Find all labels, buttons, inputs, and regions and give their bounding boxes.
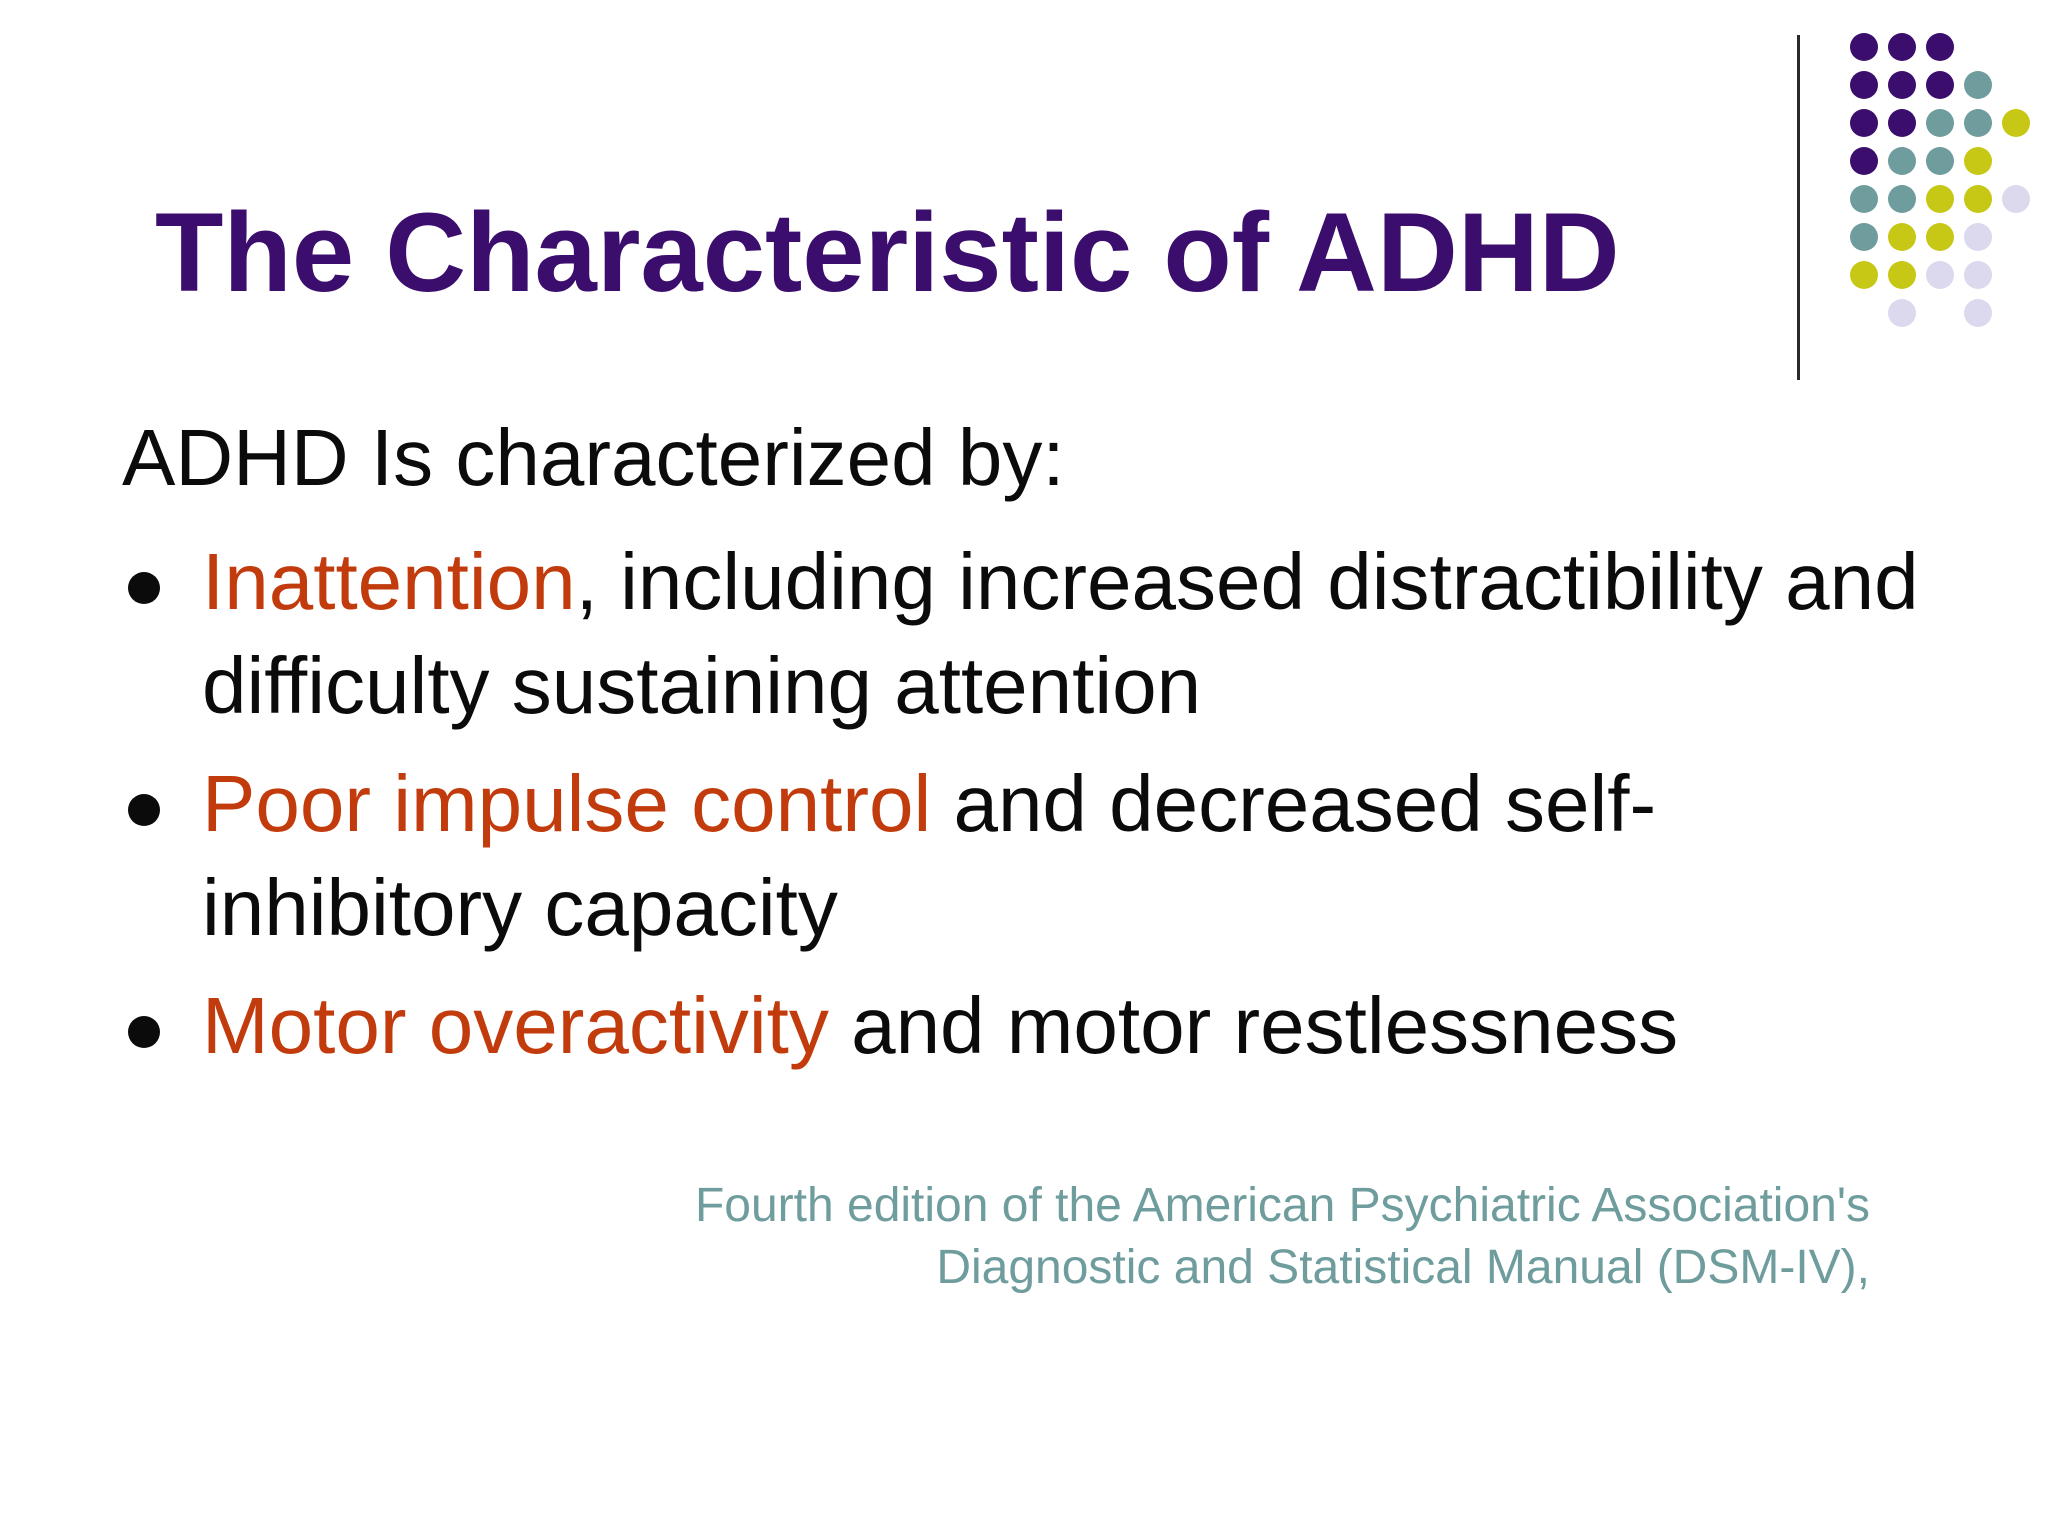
decor-dot	[2002, 185, 2030, 213]
decor-dot	[1850, 109, 1878, 137]
decor-dot	[1926, 71, 1954, 99]
bullet-item-motor-overactivity	[122, 974, 1922, 1078]
citation-line-1: Fourth edition of the American Psychiatric Association's	[694, 1179, 1870, 1232]
decor-dot	[1964, 147, 1992, 175]
decor-dot	[1964, 71, 1992, 99]
decor-dot	[1850, 185, 1878, 213]
bullet-highlight: Poor impulse control	[202, 759, 932, 848]
bullet-highlight: Inattention	[202, 537, 576, 626]
intro-text: ADHD Is characterized by:	[122, 413, 1065, 502]
decor-dot	[1888, 33, 1916, 61]
decor-dot	[1964, 185, 1992, 213]
decor-dot	[1926, 147, 1954, 175]
decor-dot	[1850, 147, 1878, 175]
decor-dot	[1888, 223, 1916, 251]
bullet-dot-icon	[128, 572, 160, 604]
slide-title: The Characteristic of ADHD	[155, 190, 1620, 315]
decor-dot	[1926, 223, 1954, 251]
decor-dot	[2002, 109, 2030, 137]
bullet-text: , including increased distractibility and difficulty sustaining attention	[202, 537, 1919, 730]
decor-dot	[1850, 33, 1878, 61]
decor-dot	[1926, 261, 1954, 289]
decor-dot	[1888, 147, 1916, 175]
decor-dot	[1888, 185, 1916, 213]
decor-dot	[1926, 33, 1954, 61]
bullet-list	[122, 530, 1922, 1092]
decor-dot	[1888, 71, 1916, 99]
bullet-dot-icon	[128, 794, 160, 826]
bullet-dot-icon	[128, 1016, 160, 1048]
bullet-item-impulse-control	[122, 752, 1922, 960]
bullet-highlight: Motor overactivity	[202, 981, 829, 1070]
decor-dot	[1926, 109, 1954, 137]
decor-dot	[1964, 223, 1992, 251]
decor-dot	[1888, 261, 1916, 289]
divider-line	[1797, 35, 1800, 380]
decor-dot	[1926, 185, 1954, 213]
citation-line-2: Diagnostic and Statistical Manual (DSM-IV),	[936, 1241, 1870, 1294]
decor-dot	[1964, 261, 1992, 289]
decor-dot	[1850, 223, 1878, 251]
decor-dot	[1888, 299, 1916, 327]
bullet-text: and decreased self-inhibitory capacity	[202, 759, 1657, 952]
citation	[695, 1175, 1870, 1299]
decor-dot	[1850, 261, 1878, 289]
decor-dot	[1850, 71, 1878, 99]
bullet-text: and motor restlessness	[828, 981, 1679, 1070]
decor-dot	[1888, 109, 1916, 137]
decor-dot	[1964, 299, 1992, 327]
bullet-item-inattention	[122, 530, 1922, 738]
decor-dot	[1964, 109, 1992, 137]
